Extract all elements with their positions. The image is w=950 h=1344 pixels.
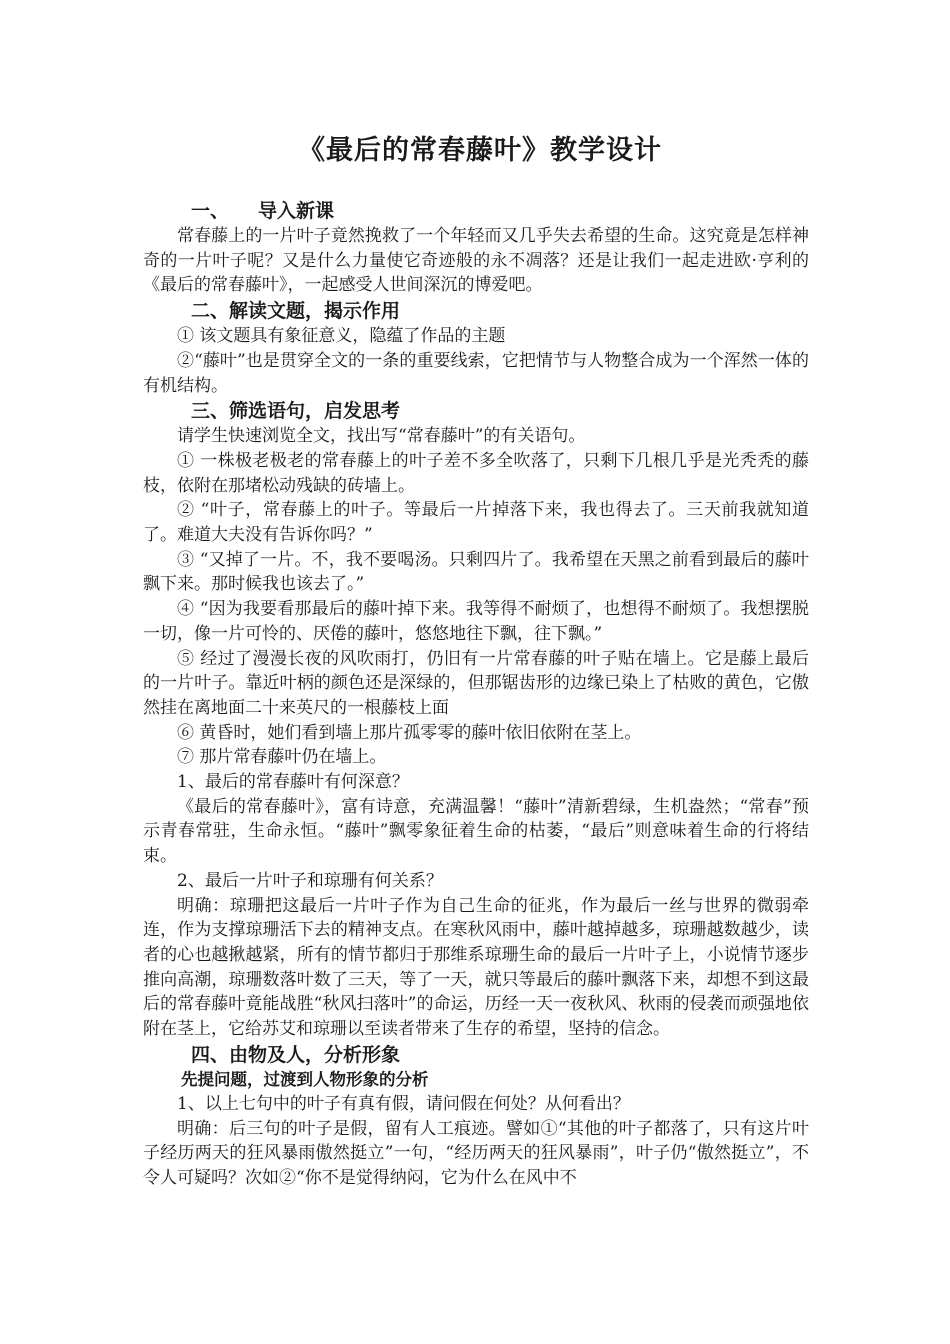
section-heading-title-analysis: 二、解读文题，揭示作用 bbox=[191, 300, 401, 323]
subheading: 先提问题，过渡到人物形象的分析 bbox=[181, 1069, 429, 1089]
section-heading-character-analysis: 四、由物及人，分析形象 bbox=[191, 1043, 401, 1066]
question: 1、以上七句中的叶子有真有假，请问假在何处？从何看出？ bbox=[177, 1093, 630, 1114]
document-title: 《最后的常春藤叶》教学设计 bbox=[298, 135, 662, 166]
question: 1、最后的常春藤叶有何深意？ bbox=[177, 772, 409, 793]
document-body bbox=[143, 198, 809, 1191]
answer: 明确：后三句的叶子是假，留有人工痕迹。譬如①“其他的叶子都落了，只有这片叶子经历两天的狂风暴雨傲然挺立”一句，“经历两天的狂风暴雨”，叶子仍“傲然挺立”，不令人可疑吗？次如②“你不是觉得纳闷，它为什么在风中不 bbox=[143, 1118, 809, 1188]
quote-item: ③ “又掉了一片。不，我不要喝汤。只剩四片了。我希望在天黑之前看到最后的藤叶飘下来。那时候我也该去了。” bbox=[143, 549, 809, 595]
section-title: 导入新课 bbox=[258, 200, 335, 222]
quote-item: ④ “因为我要看那最后的藤叶掉下来。我等得不耐烦了，也想得不耐烦了。我想摆脱一切，像一片可怜的、厌倦的藤叶，悠悠地往下飘，往下飘。” bbox=[143, 599, 809, 644]
paragraph: ②“藤叶”也是贯穿全文的一条的重要线索，它把情节与人物整合成为一个浑然一体的有机结构。 bbox=[143, 350, 809, 396]
section-number: 一、 bbox=[191, 200, 230, 222]
quote-item: ② “叶子，常春藤上的叶子。等最后一片掉落下来，我也得去了。三天前我就知道了。难道大夫没有告诉你吗？” bbox=[143, 500, 809, 546]
section-heading-sentence-selection: 三、筛选语句，启发思考 bbox=[191, 400, 401, 423]
answer: 《最后的常春藤叶》，富有诗意，充满温馨！“藤叶”清新碧绿，生机盎然；“常春”预示青春常驻，生命永恒。“藤叶”飘零象征着生命的枯萎，“最后”则意味着生命的行将结束。 bbox=[143, 796, 809, 867]
quote-item: ① 一株极老极老的常春藤上的叶子差不多全吹落了，只剩下几根几乎是光秃秃的藤枝，依附在那堵松动残缺的砖墙上。 bbox=[143, 450, 809, 496]
paragraph: 请学生快速浏览全文，找出写“常春藤叶”的有关语句。 bbox=[177, 426, 586, 447]
paragraph: 常春藤上的一片叶子竟然挽救了一个年轻而又几乎失去希望的生命。这究竟是怎样神奇的一片叶子呢？又是什么力量使它奇迹般的永不凋落？还是让我们一起走进欧·亨利的《最后的常春藤叶》，一起感受人世间深沉的博爱吧。 bbox=[143, 226, 809, 296]
quote-item: ⑦ 那片常春藤叶仍在墙上。 bbox=[177, 747, 387, 768]
paragraph: ① 该文题具有象征意义，隐蕴了作品的主题 bbox=[177, 326, 506, 347]
answer: 明确：琼珊把这最后一片叶子作为自己生命的征兆，作为最后一丝与世界的微弱牵连，作为支撑琼珊活下去的精神支点。在寒秋风雨中，藤叶越掉越多，琼珊越数越少，读者的心也越揪越紧，所有的情节都归于那维系琼珊生命的最后一片叶子上，小说情节逐步推向高潮，琼珊数落叶数了三天，等了一天，就只等最后的藤叶飘落下来，却想不到这最后的常春藤叶竟能战胜“秋风扫落叶”的命运，历经一天一夜秋风、秋雨的侵袭而顽强地依附在茎上，它给苏艾和琼珊以至读者带来了生存的希望，坚持的信念。 bbox=[143, 895, 809, 1040]
section-heading-intro bbox=[143, 198, 809, 224]
quote-item: ⑥ 黄昏时，她们看到墙上那片孤零零的藤叶依旧依附在茎上。 bbox=[177, 722, 642, 743]
question: 2、最后一片叶子和琼珊有何关系？ bbox=[177, 870, 443, 891]
quote-item: ⑤ 经过了漫漫长夜的风吹雨打，仍旧有一片常春藤的叶子贴在墙上。它是藤上最后的一片叶子。靠近叶柄的颜色还是深绿的，但那锯齿形的边缘已染上了枯败的黄色，它傲然挂在离地面二十来英尺的一根藤枝上面 bbox=[143, 648, 809, 718]
